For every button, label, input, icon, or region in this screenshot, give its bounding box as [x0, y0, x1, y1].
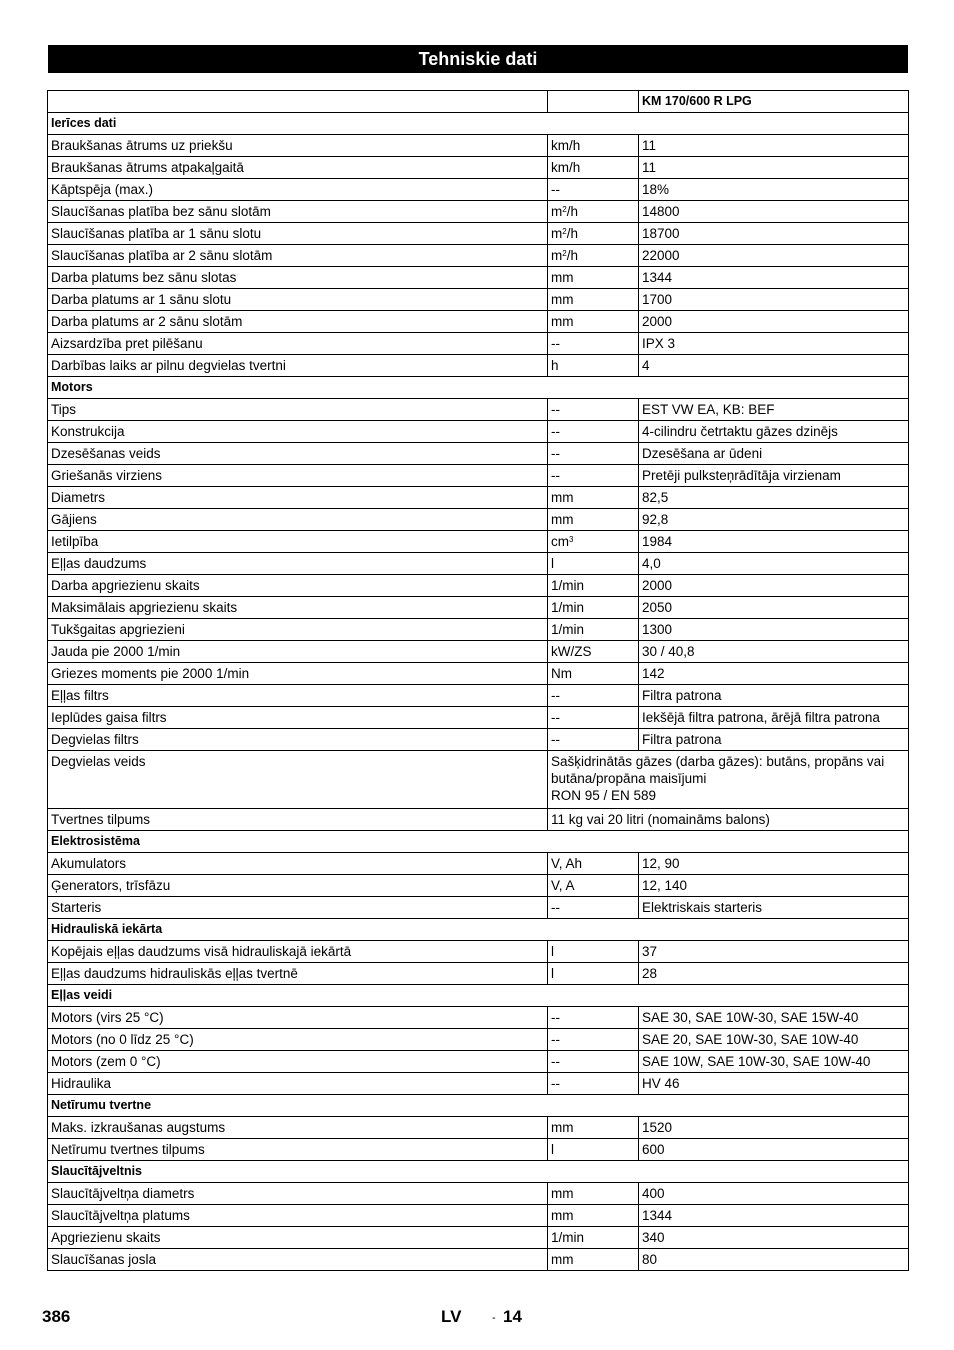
table-row [48, 201, 909, 223]
fuel-type-line-2: RON 95 / EN 589 [551, 788, 657, 803]
value-cell: 18% [639, 179, 909, 201]
parameter-cell: Hidraulika [48, 1073, 548, 1095]
unit-cell: $cm^3$ [548, 531, 639, 553]
table-row [48, 553, 909, 575]
table-row-fuel-type [48, 751, 909, 809]
table-row [48, 1183, 909, 1205]
table-row [48, 333, 909, 355]
parameter-cell: Kopējais eļļas daudzums visā hidrauliskajā iekārtā [48, 941, 548, 963]
value-cell: Iekšējā filtra patrona, ārējā filtra patrona [639, 707, 909, 729]
parameter-cell: Starteris [48, 897, 548, 919]
unit-cell: l [548, 553, 639, 575]
value-cell: Pretēji pulksteņrādītāja virzienam [639, 465, 909, 487]
value-cell: Filtra patrona [639, 685, 909, 707]
value-cell: 92,8 [639, 509, 909, 531]
parameter-cell: Darba platums ar 2 sānu slotām [48, 311, 548, 333]
unit-cell: l [548, 941, 639, 963]
parameter-cell: Kāptspēja (max.) [48, 179, 548, 201]
table-row [48, 267, 909, 289]
value-cell: 30 / 40,8 [639, 641, 909, 663]
parameter-cell: Maks. izkraušanas augstums [48, 1117, 548, 1139]
header-cell-model: KM 170/600 R LPG [639, 91, 909, 113]
table-row [48, 245, 909, 267]
unit-cell: mm [548, 1117, 639, 1139]
value-cell: EST VW EA, KB: BEF [639, 399, 909, 421]
value-cell: 12, 140 [639, 875, 909, 897]
table-row [48, 157, 909, 179]
value-cell: 1344 [639, 1205, 909, 1227]
table-row [48, 1029, 909, 1051]
unit-cell: 1/min [548, 597, 639, 619]
parameter-cell: Aizsardzība pret pilēšanu [48, 333, 548, 355]
table-row [48, 355, 909, 377]
unit-cell: -- [548, 1051, 639, 1073]
unit-cell: -- [548, 1029, 639, 1051]
unit-cell: -- [548, 1007, 639, 1029]
parameter-cell: Slaucīšanas platība ar 2 sānu slotām [48, 245, 548, 267]
parameter-cell: Degvielas filtrs [48, 729, 548, 751]
parameter-cell: Griešanās virziens [48, 465, 548, 487]
unit-cell: 1/min [548, 619, 639, 641]
value-cell: 600 [639, 1139, 909, 1161]
value-cell: Dzesēšana ar ūdeni [639, 443, 909, 465]
unit-cell: mm [548, 509, 639, 531]
page-title: Tehniskie dati [48, 45, 908, 73]
unit-cell: -- [548, 1073, 639, 1095]
value-cell: 1300 [639, 619, 909, 641]
section-title: Eļļas veidi [48, 985, 909, 1007]
table-row [48, 135, 909, 157]
value-cell: 80 [639, 1249, 909, 1271]
table-row [48, 685, 909, 707]
table-row [48, 597, 909, 619]
table-row [48, 1139, 909, 1161]
value-cell: SAE 20, SAE 10W-30, SAE 10W-40 [639, 1029, 909, 1051]
footer-separator: - [492, 1312, 496, 1324]
parameter-cell: Griezes moments pie 2000 1/min [48, 663, 548, 685]
value-cell: 1700 [639, 289, 909, 311]
unit-cell: km/h [548, 135, 639, 157]
table-row [48, 875, 909, 897]
value-cell: 82,5 [639, 487, 909, 509]
parameter-cell: Darba platums bez sānu slotas [48, 267, 548, 289]
table-row [48, 1117, 909, 1139]
unit-cell: l [548, 1139, 639, 1161]
parameter-cell: Ieplūdes gaisa filtrs [48, 707, 548, 729]
parameter-cell: Akumulators [48, 853, 548, 875]
value-cell: IPX 3 [639, 333, 909, 355]
unit-cell: mm [548, 311, 639, 333]
parameter-cell: Darba apgriezienu skaits [48, 575, 548, 597]
parameter-cell: Diametrs [48, 487, 548, 509]
parameter-cell: Motors (zem 0 °C) [48, 1051, 548, 1073]
unit-cell: mm [548, 1183, 639, 1205]
unit-cell: V, A [548, 875, 639, 897]
table-row [48, 289, 909, 311]
unit-cell: -- [548, 399, 639, 421]
unit-cell: l [548, 963, 639, 985]
parameter-cell: Braukšanas ātrums atpakaļgaitā [48, 157, 548, 179]
unit-cell: -- [548, 707, 639, 729]
table-row [48, 311, 909, 333]
section-header-row [48, 919, 909, 941]
table-row [48, 465, 909, 487]
table-row [48, 663, 909, 685]
table-row [48, 1205, 909, 1227]
parameter-cell: Darbības laiks ar pilnu degvielas tvertni [48, 355, 548, 377]
table-row [48, 421, 909, 443]
parameter-cell: Slaucīšanas josla [48, 1249, 548, 1271]
table-row [48, 1249, 909, 1271]
parameter-cell: Slaucītājveltņa platums [48, 1205, 548, 1227]
parameter-cell: Jauda pie 2000 1/min [48, 641, 548, 663]
section-title: Netīrumu tvertne [48, 1095, 909, 1117]
unit-cell: -- [548, 333, 639, 355]
fuel-type-line-1: Sašķidrinātās gāzes (darba gāzes): butāns, propāns vai butāna/propāna maisījumi [551, 754, 885, 786]
value-cell: 28 [639, 963, 909, 985]
table-row [48, 707, 909, 729]
table-row [48, 1051, 909, 1073]
section-header-row [48, 377, 909, 399]
parameter-cell: Darba platums ar 1 sānu slotu [48, 289, 548, 311]
parameter-cell: Ģenerators, trīsfāzu [48, 875, 548, 897]
unit-cell: -- [548, 897, 639, 919]
section-header-row [48, 1095, 909, 1117]
section-header-row [48, 985, 909, 1007]
value-cell: 1984 [639, 531, 909, 553]
value-cell: Filtra patrona [639, 729, 909, 751]
parameter-cell: Tvertnes tilpums [48, 809, 548, 831]
table-row [48, 1227, 909, 1249]
table-row [48, 223, 909, 245]
value-cell: HV 46 [639, 1073, 909, 1095]
parameter-cell: Maksimālais apgriezienu skaits [48, 597, 548, 619]
table-row [48, 531, 909, 553]
value-cell-merged: 11 kg vai 20 litri (nomaināms balons) [548, 809, 909, 831]
unit-cell: 1/min [548, 575, 639, 597]
value-cell: 11 [639, 157, 909, 179]
unit-cell: -- [548, 465, 639, 487]
table-row-tank [48, 809, 909, 831]
parameter-cell: Tukšgaitas apgriezieni [48, 619, 548, 641]
value-cell: 4-cilindru četrtaktu gāzes dzinējs [639, 421, 909, 443]
parameter-cell: Eļļas filtrs [48, 685, 548, 707]
unit-cell: mm [548, 487, 639, 509]
section-page-number: 14 [503, 1307, 522, 1326]
value-cell: 18700 [639, 223, 909, 245]
unit-cell: $m^2/h$ [548, 223, 639, 245]
table-row [48, 941, 909, 963]
unit-cell: -- [548, 685, 639, 707]
value-cell: 2050 [639, 597, 909, 619]
parameter-cell: Slaucīšanas platība ar 1 sānu slotu [48, 223, 548, 245]
value-cell: 2000 [639, 311, 909, 333]
value-cell: 1520 [639, 1117, 909, 1139]
unit-cell: Nm [548, 663, 639, 685]
parameter-cell: Ietilpība [48, 531, 548, 553]
table-row [48, 575, 909, 597]
parameter-cell: Slaucīšanas platība bez sānu slotām [48, 201, 548, 223]
table-row [48, 179, 909, 201]
unit-cell: kW/ZS [548, 641, 639, 663]
table-header-row [48, 91, 909, 113]
unit-cell: -- [548, 443, 639, 465]
parameter-cell: Dzesēšanas veids [48, 443, 548, 465]
parameter-cell: Apgriezienu skaits [48, 1227, 548, 1249]
language-code: LV [441, 1307, 462, 1326]
unit-cell: mm [548, 1205, 639, 1227]
value-cell: SAE 30, SAE 10W-30, SAE 15W-40 [639, 1007, 909, 1029]
unit-cell: $m^2/h$ [548, 201, 639, 223]
value-cell: 12, 90 [639, 853, 909, 875]
section-header-row [48, 831, 909, 853]
value-cell: SAE 10W, SAE 10W-30, SAE 10W-40 [639, 1051, 909, 1073]
table-row [48, 487, 909, 509]
table-row [48, 729, 909, 751]
table-row [48, 443, 909, 465]
parameter-cell: Motors (no 0 līdz 25 °C) [48, 1029, 548, 1051]
table-row [48, 1007, 909, 1029]
unit-cell: mm [548, 1249, 639, 1271]
section-header-row [48, 1161, 909, 1183]
value-cell: Elektriskais starteris [639, 897, 909, 919]
table-row [48, 399, 909, 421]
unit-cell: h [548, 355, 639, 377]
unit-cell: -- [548, 179, 639, 201]
value-cell-merged [548, 751, 909, 809]
parameter-cell: Slaucītājveltņa diametrs [48, 1183, 548, 1205]
value-cell: 14800 [639, 201, 909, 223]
unit-cell: mm [548, 267, 639, 289]
value-cell: 11 [639, 135, 909, 157]
unit-cell: $m^2/h$ [548, 245, 639, 267]
value-cell: 400 [639, 1183, 909, 1205]
unit-cell: -- [548, 421, 639, 443]
unit-cell: V, Ah [548, 853, 639, 875]
table-row [48, 897, 909, 919]
section-title: Slaucītājveltnis [48, 1161, 909, 1183]
unit-cell: km/h [548, 157, 639, 179]
page-number: 386 [42, 1307, 71, 1326]
value-cell: 340 [639, 1227, 909, 1249]
parameter-cell: Gājiens [48, 509, 548, 531]
parameter-cell: Eļļas daudzums hidrauliskās eļļas tvertnē [48, 963, 548, 985]
table-row [48, 619, 909, 641]
spec-table-body [48, 91, 909, 1271]
parameter-cell: Konstrukcija [48, 421, 548, 443]
header-cell-unit [548, 91, 639, 113]
section-title: Hidrauliskā iekārta [48, 919, 909, 941]
value-cell: 1344 [639, 267, 909, 289]
section-title: Elektrosistēma [48, 831, 909, 853]
unit-cell: -- [548, 729, 639, 751]
parameter-cell: Braukšanas ātrums uz priekšu [48, 135, 548, 157]
spec-table [47, 90, 909, 1271]
parameter-cell: Netīrumu tvertnes tilpums [48, 1139, 548, 1161]
table-row [48, 963, 909, 985]
section-title: Ierīces dati [48, 113, 909, 135]
parameter-cell: Degvielas veids [48, 751, 548, 809]
table-row [48, 509, 909, 531]
parameter-cell: Eļļas daudzums [48, 553, 548, 575]
value-cell: 2000 [639, 575, 909, 597]
value-cell: 22000 [639, 245, 909, 267]
header-cell-empty [48, 91, 548, 113]
parameter-cell: Motors (virs 25 °C) [48, 1007, 548, 1029]
value-cell: 37 [639, 941, 909, 963]
unit-cell: 1/min [548, 1227, 639, 1249]
parameter-cell: Tips [48, 399, 548, 421]
value-cell: 142 [639, 663, 909, 685]
value-cell: 4 [639, 355, 909, 377]
value-cell: 4,0 [639, 553, 909, 575]
section-header-row [48, 113, 909, 135]
section-title: Motors [48, 377, 909, 399]
unit-cell: mm [548, 289, 639, 311]
table-row [48, 853, 909, 875]
table-row [48, 641, 909, 663]
table-row [48, 1073, 909, 1095]
